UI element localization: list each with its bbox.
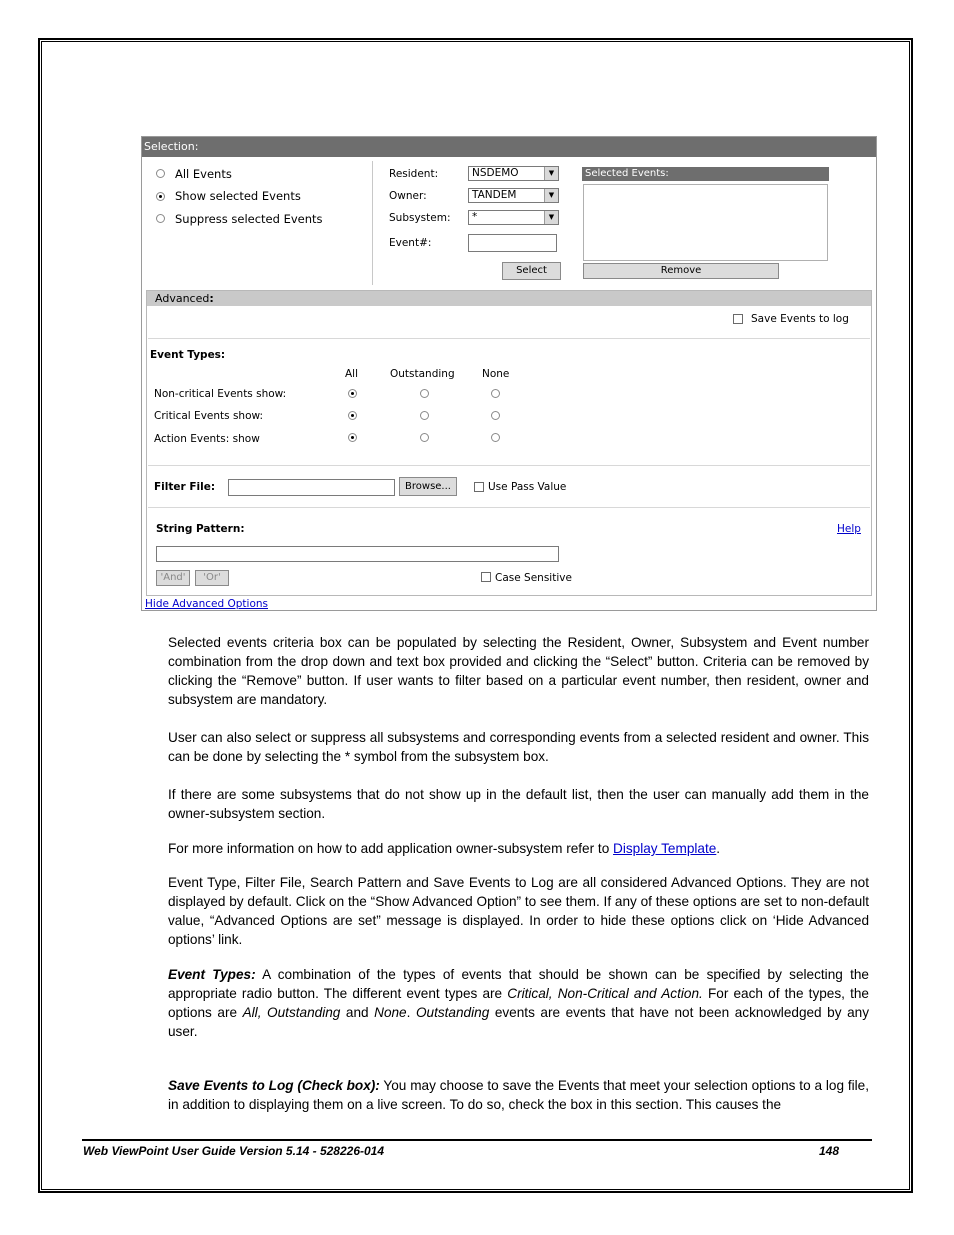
selected-events-header: Selected Events: [582, 167, 829, 181]
page-number: 148 [819, 1144, 840, 1158]
option-suppress-selected-label: Suppress selected Events [175, 212, 323, 226]
use-pass-value-label: Use Pass Value [488, 481, 567, 493]
event-number-label: Event#: [389, 237, 432, 249]
footer-title: Web ViewPoint User Guide Version 5.14 - 528226-014 [83, 1144, 385, 1158]
event-types-text-b: For each of the types, the options are [168, 986, 869, 1020]
option-show-selected-label: Show selected Events [175, 189, 301, 203]
advanced-header [147, 291, 871, 306]
event-types-options: All, Outstanding [242, 1005, 341, 1020]
more-info-text: For more information on how to add application owner-subsystem refer to [168, 841, 614, 856]
subsystem-value: * [472, 211, 478, 223]
advanced-divider-3 [148, 507, 870, 508]
case-sensitive-checkbox[interactable] [481, 572, 491, 582]
remove-button[interactable]: Remove [583, 263, 779, 279]
advanced-divider-2 [148, 465, 870, 466]
use-pass-value-checkbox[interactable] [474, 482, 484, 492]
event-types-label: Event Types: [150, 349, 226, 361]
and-button[interactable]: 'And' [156, 570, 190, 586]
advanced-header-colon: : [209, 292, 214, 305]
event-types-list: Critical, Non-Critical and Action. [507, 986, 703, 1001]
save-events-lead: Save Events to Log (Check box): [168, 1078, 380, 1093]
owner-label: Owner: [389, 190, 427, 202]
radio-show-selected-events[interactable] [156, 192, 165, 201]
event-types-and: and [340, 1005, 375, 1020]
radio-all-events[interactable] [156, 169, 165, 178]
event-types-text-c: events are events that have not been acknowledged by any user. [168, 1005, 869, 1039]
select-button[interactable]: Select [502, 262, 561, 280]
paragraph-advanced-options: Event Type, Filter File, Search Pattern and Save Events to Log are all considered Advanced Options. They are not displayed by default. Click on the “Show Advanced Option” to see them. If any of these options are set to non-default value, “Advanced Options are set” message is displayed. In order to hide these options click on ‘Hide Advanced options’ link. [168, 875, 869, 947]
selection-divider [372, 161, 373, 285]
event-types-text-a: A combination of the types of events that should be shown can be specified by selecting the appropriate radio button. The different event types are [168, 967, 869, 1001]
paragraph-select-criteria: Selected events criteria box can be populated by selecting the Resident, Owner, Subsystem and Event number combination from the drop down and text box provided and clicking the “Select” button. Criteria can be removed by clicking the “Remove” button. If user wants to filter based on a particular event number, then resident, owner and subsystem are mandatory. [168, 635, 869, 707]
string-pattern-input[interactable] [156, 546, 559, 562]
save-events-label: Save Events to log [751, 313, 849, 325]
filter-file-label: Filter File: [154, 481, 216, 493]
resident-value: NSDEMO [472, 167, 519, 179]
action-outstanding-radio[interactable] [420, 433, 429, 442]
subsystem-select[interactable] [468, 210, 559, 225]
action-all-radio[interactable] [348, 433, 357, 442]
advanced-header-text: Advanced [155, 292, 210, 305]
selection-header: Selection: [142, 137, 876, 157]
hide-advanced-options-link[interactable]: Hide Advanced Options [145, 598, 268, 610]
resident-select[interactable] [468, 166, 559, 181]
event-types-lead: Event Types: [168, 967, 256, 982]
non-critical-outstanding-radio[interactable] [420, 389, 429, 398]
save-events-checkbox[interactable] [733, 314, 743, 324]
browse-button[interactable]: Browse... [399, 477, 457, 496]
critical-all-radio[interactable] [348, 411, 357, 420]
column-none: None [482, 368, 510, 380]
event-types-dot: . [406, 1005, 416, 1020]
resident-label: Resident: [389, 168, 439, 180]
paragraph-subsystems: User can also select or suppress all subsystems and corresponding events from a selected resident and owner. This can be done by selecting the * symbol from the subsystem box. [168, 730, 869, 764]
event-types-outstanding: Outstanding [415, 1005, 490, 1020]
non-critical-events-label: Non-critical Events show: [154, 388, 287, 400]
selected-events-list[interactable] [583, 184, 828, 261]
owner-select[interactable] [468, 188, 559, 203]
resident-dropdown-icon[interactable]: ▼ [544, 167, 558, 180]
critical-outstanding-radio[interactable] [420, 411, 429, 420]
owner-value: TANDEM [472, 189, 517, 201]
advanced-divider-1 [148, 338, 870, 339]
string-pattern-label: String Pattern: [156, 523, 245, 535]
critical-events-label: Critical Events show: [154, 410, 264, 422]
non-critical-all-radio[interactable] [348, 389, 357, 398]
display-template-link[interactable]: Display Template [613, 841, 717, 856]
radio-suppress-selected-events[interactable] [156, 214, 165, 223]
subsystem-dropdown-icon[interactable]: ▼ [544, 211, 558, 224]
option-all-events-label: All Events [175, 167, 232, 181]
filter-file-input[interactable] [228, 479, 395, 496]
column-all: All [345, 368, 359, 380]
action-events-label: Action Events: show [154, 433, 260, 445]
event-types-none: None [374, 1005, 407, 1020]
action-none-radio[interactable] [491, 433, 500, 442]
paragraph-more-info [168, 839, 869, 858]
footer-rule [82, 1139, 872, 1141]
paragraph-save-events [168, 1076, 869, 1114]
owner-dropdown-icon[interactable]: ▼ [544, 189, 558, 202]
paragraph-event-types [168, 965, 869, 1041]
non-critical-none-radio[interactable] [491, 389, 500, 398]
event-number-input[interactable] [468, 234, 557, 252]
case-sensitive-label: Case Sensitive [495, 572, 572, 584]
subsystem-label: Subsystem: [389, 212, 451, 224]
critical-none-radio[interactable] [491, 411, 500, 420]
more-info-end: . [716, 841, 721, 856]
help-link[interactable]: Help [837, 523, 861, 535]
column-outstanding: Outstanding [390, 368, 455, 380]
save-events-text: You may choose to save the Events that meet your selection options to a log file, in addition to displaying them on a live screen. To do so, check the box in this section. This causes the [168, 1078, 869, 1112]
paragraph-manual-add: If there are some subsystems that do not show up in the default list, then the user can manually add them in the owner-subsystem section. [168, 787, 869, 821]
or-button[interactable]: 'Or' [195, 570, 229, 586]
